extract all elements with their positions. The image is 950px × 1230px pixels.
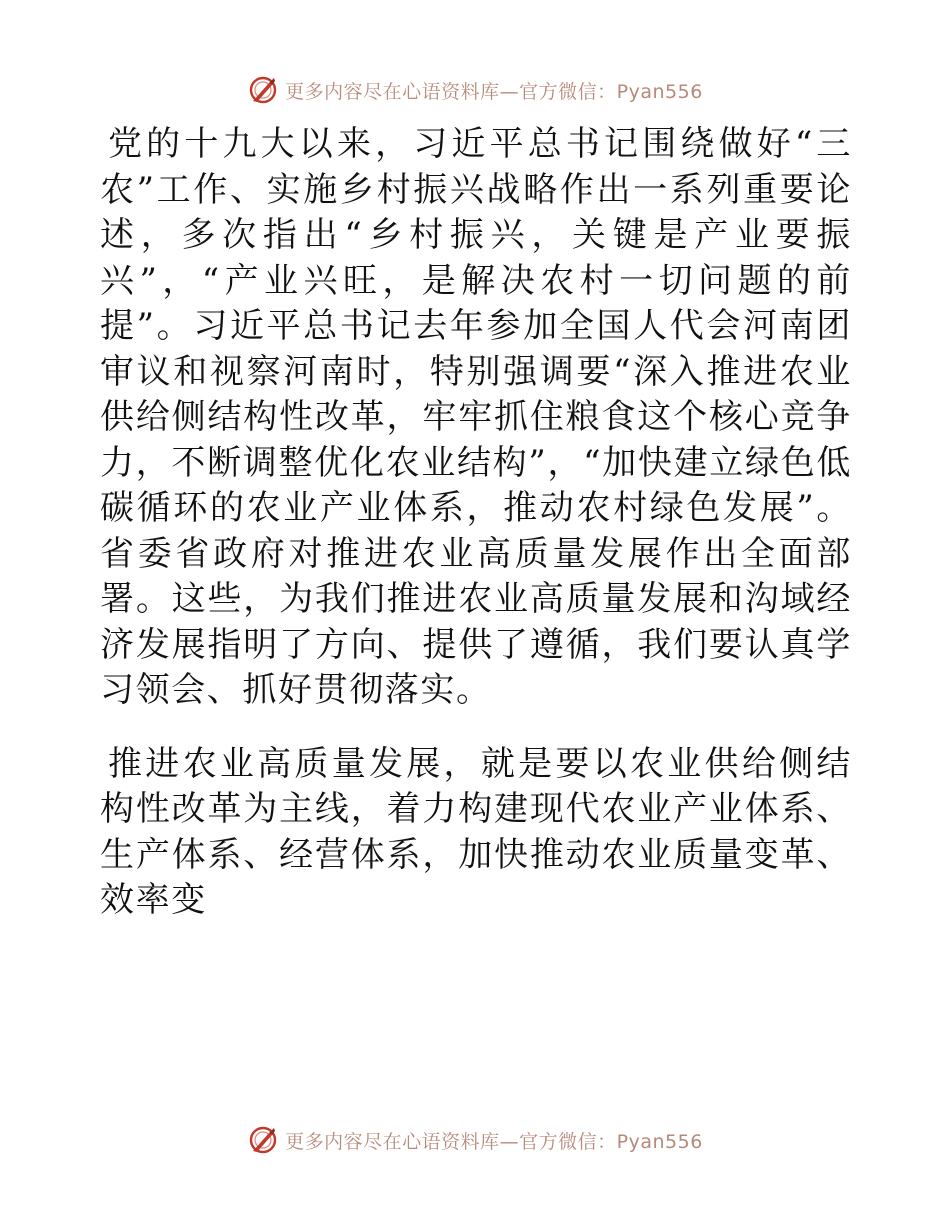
paragraph-2: 推进农业高质量发展，就是要以农业供给侧结构性改革为主线，着力构建现代农业产业体系、生产体系、经营体系，加快推动农业质量变革、效率变 <box>100 743 852 920</box>
quill-logo-icon <box>247 1124 279 1156</box>
watermark-text: 更多内容尽在心语资料库—官方微信：Pyan556 <box>285 80 703 103</box>
document-body <box>100 122 852 924</box>
paragraph-1: 党的十九大以来，习近平总书记围绕做好“三农”工作、实施乡村振兴战略作出一系列重要论述，多次指出“乡村振兴，关键是产业要振兴”，“产业兴旺，是解决农村一切问题的前提”。习近平总书记去年参加全国人代会河南团审议和视察河南时，特别强调要“深入推进农业供给侧结构性改革，牢牢抓住粮食这个核心竞争力，不断调整优化农业结构”，“加快建立绿色低碳循环的农业产业体系，推动农村绿色发展”。省委省政府对推进农业高质量发展作出全面部署。这些，为我们推进农业高质量发展和沟域经济发展指明了方向、提供了遵循，我们要认真学习领会、抓好贯彻落实。 <box>100 124 852 710</box>
watermark-text: 更多内容尽在心语资料库—官方微信：Pyan556 <box>285 1130 703 1153</box>
quill-logo-icon <box>247 74 279 106</box>
header-watermark <box>0 70 950 110</box>
footer-watermark <box>0 1120 950 1160</box>
